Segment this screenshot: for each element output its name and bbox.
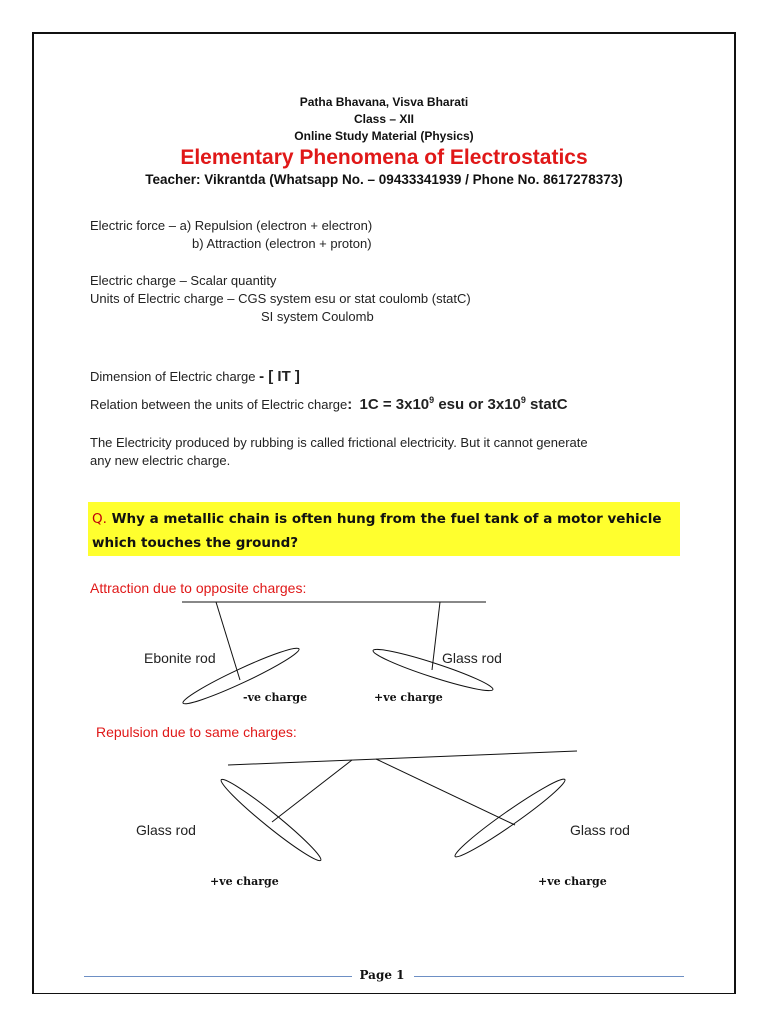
relation-colon: : xyxy=(347,396,353,413)
dimension-value: - [ IT ] xyxy=(259,368,300,385)
relation-formula: $1C = 3x10^9$ esu or $3x10^9$ statC xyxy=(359,395,568,413)
positive-charge-label-3: +ve charge xyxy=(538,875,607,888)
thread-glass-1 xyxy=(432,602,440,670)
class-name: Class – XII xyxy=(353,112,415,126)
question-text: Why a metallic chain is often hung from the fuel tank of a motor vehicle which touches the ground? xyxy=(92,511,662,551)
force-line-1: Electric force – a) Repulsion (electron + electron) xyxy=(90,218,373,233)
page-number: Page 1 xyxy=(359,968,405,982)
force-line-2: b) Attraction (electron + proton) xyxy=(192,236,372,251)
friction-line-2: any new electric charge. xyxy=(90,453,231,468)
teacher-line: Teacher: Vikrantda (Whatsapp No. – 09433341939 / Phone No. 8617278373) xyxy=(145,172,623,187)
glass-rod-3 xyxy=(451,774,569,862)
glass-rod-label-3: Glass rod xyxy=(570,822,630,838)
thread-glass-2 xyxy=(272,760,352,822)
repulsion-heading: Repulsion due to same charges: xyxy=(96,724,297,740)
positive-charge-label-1: +ve charge xyxy=(374,691,443,704)
glass-rod-1 xyxy=(371,644,495,696)
charge-line: Electric charge – Scalar quantity xyxy=(90,273,277,288)
dimension-text: Dimension of Electric charge xyxy=(90,369,256,384)
support-bar-2 xyxy=(228,751,577,765)
relation-text: Relation between the units of Electric charge xyxy=(90,397,348,412)
attraction-diagram xyxy=(180,602,495,709)
school-name: Patha Bhavana, Visva Bharati xyxy=(299,95,469,109)
positive-charge-label-2: +ve charge xyxy=(210,875,279,888)
units-line-2: SI system Coulomb xyxy=(261,309,374,324)
material-name: Online Study Material (Physics) xyxy=(294,129,474,143)
glass-rod-2 xyxy=(217,774,325,865)
document-title: Elementary Phenomena of Electrostatics xyxy=(180,146,588,169)
thread-ebonite xyxy=(216,602,240,680)
question-label: Q. xyxy=(92,511,107,527)
friction-line-1: The Electricity produced by rubbing is called frictional electricity. But it cannot generate xyxy=(90,435,588,450)
ebonite-rod xyxy=(180,643,302,710)
thread-glass-3 xyxy=(376,759,515,825)
repulsion-diagram xyxy=(217,751,577,866)
negative-charge-label: -ve charge xyxy=(243,691,308,704)
ebonite-rod-label: Ebonite rod xyxy=(144,650,216,666)
glass-rod-label-1: Glass rod xyxy=(442,650,502,666)
footer-rule-left xyxy=(84,976,352,977)
attraction-heading: Attraction due to opposite charges: xyxy=(90,580,307,596)
glass-rod-label-2: Glass rod xyxy=(136,822,196,838)
footer-rule-right xyxy=(414,976,684,977)
units-line-1: Units of Electric charge – CGS system esu or stat coulomb (statC) xyxy=(90,291,471,306)
